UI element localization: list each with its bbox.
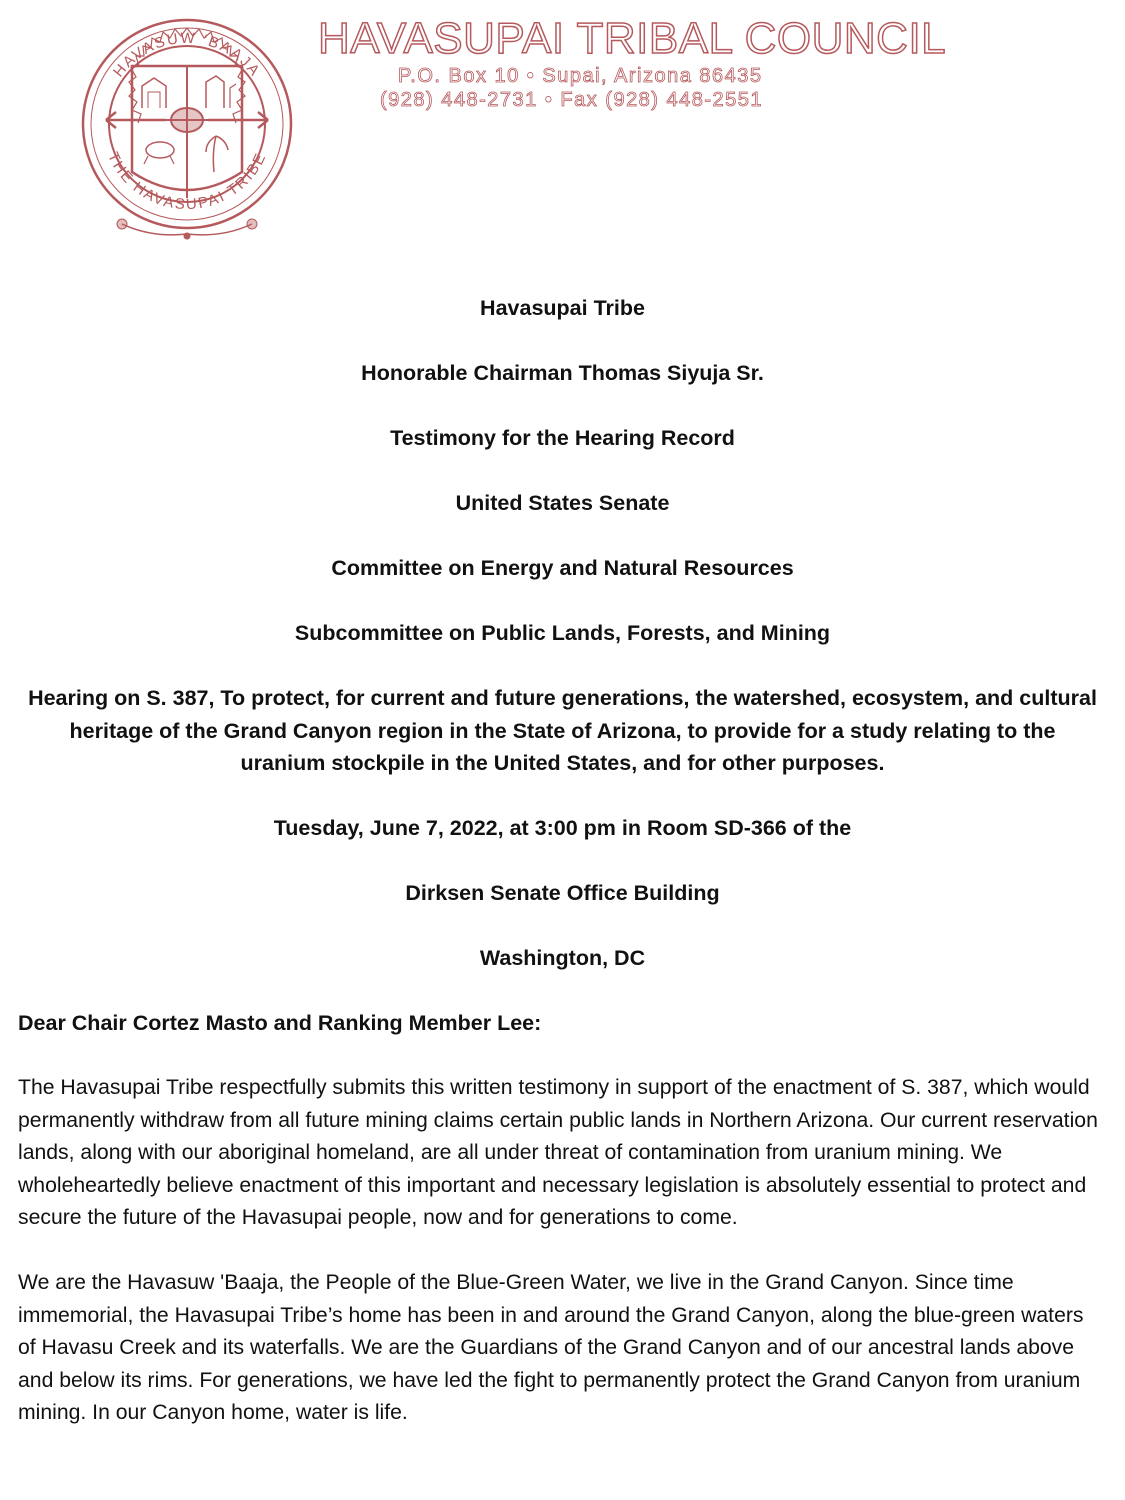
hearing-city: Washington, DC xyxy=(479,946,646,970)
hearing-title: Hearing on S. 387, To protect, for current and future generations, the watershed, ecosystem, and cultural heritage of the Grand Canyon region in the State of Arizona, to provide for a study relating to the uranium stockpile in the United States, and for other purposes. xyxy=(28,686,1097,775)
organization-phone-fax: (928) 448-2731 • Fax (928) 448-2551 xyxy=(380,89,764,111)
letterhead xyxy=(0,0,1125,260)
organization-name: HAVASUPAI TRIBAL COUNCIL xyxy=(318,14,947,63)
seal-text-bottom: THE HAVASUPAI TRIBE xyxy=(104,149,270,214)
chairman-name: Honorable Chairman Thomas Siyuja Sr. xyxy=(361,361,764,385)
senate-name: United States Senate xyxy=(455,491,670,515)
paragraph-2: We are the Havasuw 'Baaja, the People of the Blue-Green Water, we live in the Grand Canyon. Since time immemorial, the Havasupai Tribe’s home has been in and around the Grand Canyon, along the blue-green waters of Havasu Creek and its waterfalls. We are the Guardians of the Grand Canyon and of our ancestral lands above and below its rims. For generations, we have led the fight to permanently protect the Grand Canyon from uranium mining. In our Canyon home, water is life. xyxy=(18,1271,1084,1424)
letter-body xyxy=(18,1007,1103,1462)
paragraph-1: The Havasupai Tribe respectfully submits this written testimony in support of the enactment of S. 387, which would permanently withdraw from all future mining claims certain public lands in Northern Arizona. Our current reservation lands, along with our aboriginal homeland, are all under threat of contamination from uranium mining. We wholeheartedly believe enactment of this important and necessary legislation is absolutely essential to protect and secure the future of the Havasupai people, now and for generations to come. xyxy=(18,1076,1098,1229)
letterhead-text xyxy=(318,14,958,112)
hearing-date: Tuesday, June 7, 2022, at 3:00 pm in Room SD-366 of the xyxy=(273,816,852,840)
testimony-title: Testimony for the Hearing Record xyxy=(390,426,735,450)
subcommittee-name: Subcommittee on Public Lands, Forests, and Mining xyxy=(294,621,831,645)
committee-name: Committee on Energy and Natural Resources xyxy=(331,556,794,580)
salutation: Dear Chair Cortez Masto and Ranking Member Lee: xyxy=(18,1011,542,1035)
tribal-seal-logo xyxy=(66,12,310,250)
organization-address: P.O. Box 10 • Supai, Arizona 86435 xyxy=(398,65,763,87)
tribe-name: Havasupai Tribe xyxy=(480,296,645,320)
hearing-building: Dirksen Senate Office Building xyxy=(405,881,720,905)
seal-text-top: HAVASUW 'BAAJA xyxy=(110,29,264,81)
testimony-heading xyxy=(0,292,1125,1007)
